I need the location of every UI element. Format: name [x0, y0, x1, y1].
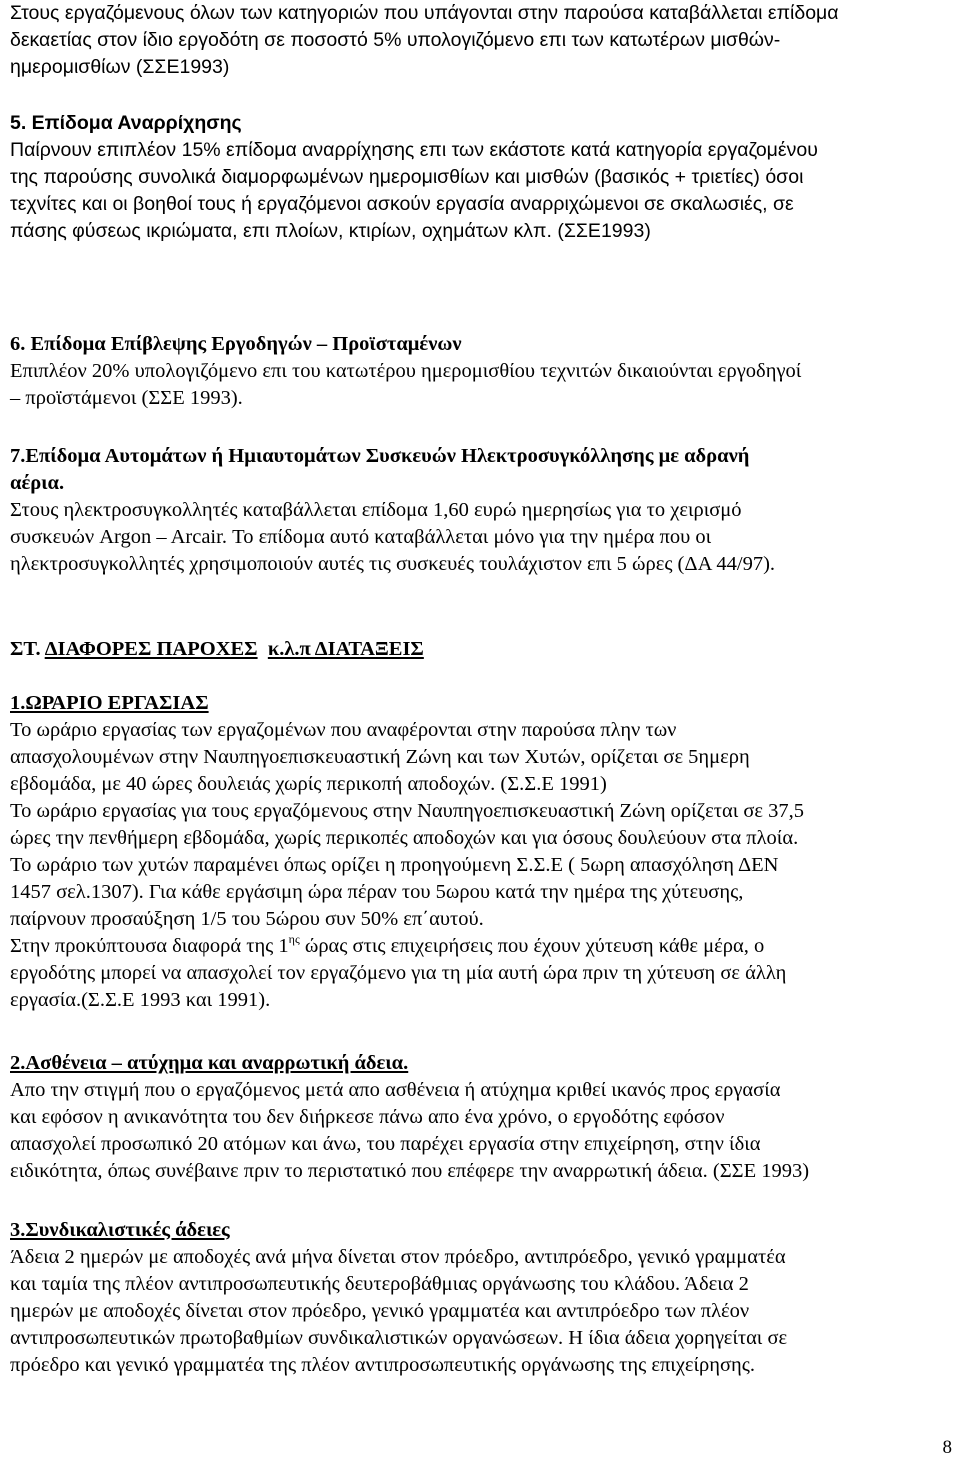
text-line: Το ωράριο εργασίας για τους εργαζόμενους στην Ναυπηγοεπισκευαστική Ζώνη ορίζεται σε 37,5 — [10, 800, 805, 822]
section-heading-cont: αέρια. — [10, 472, 65, 494]
section-heading: 6. Επίδομα Επίβλεψης Εργοδηγών – Προϊσταμένων — [10, 333, 462, 355]
text-line: ηλεκτροσυγκολλητές χρησιμοποιούν αυτές τις συσκευές τουλάχιστον επι 5 ώρες (ΔΑ 44/97). — [10, 553, 776, 575]
text-line: παίρνουν προσαύξηση 1/5 του 5ώρου συν 50% επ΄αυτού. — [10, 908, 484, 930]
text-line: Παίρνουν επιπλέον 15% επίδομα αναρρίχησης επι των εκάστοτε κατά κατηγορία εργαζομένου — [10, 139, 818, 161]
text-line: Επιπλέον 20% υπολογιζόμενο επι του κατωτέρου ημερομισθίου τεχνιτών δικαιούνται εργοδηγοί — [10, 360, 802, 382]
text-line: εργοδότης μπορεί να απασχολεί τον εργαζόμενο για τη μία αυτή ώρα πριν τη χύτευση σε άλλη — [10, 962, 787, 984]
page-number: 8 — [942, 1437, 952, 1458]
text-line: απασχολεί προσωπικό 20 ατόμων και άνω, του παρέχει εργασία στην επιχείρηση, στην ίδια — [10, 1133, 761, 1155]
subsection-1-working-hours — [10, 690, 955, 1014]
text-fragment: Στην προκύπτουσα διαφορά της 1 — [10, 935, 289, 957]
text-line: και εφόσον η ανικανότητα του δεν διήρκεσε πάνω απο ένα χρόνο, ο εργοδότης εφόσον — [10, 1106, 725, 1128]
text-line: Στους εργαζόμενους όλων των κατηγοριών που υπάγονται στην παρούσα καταβάλλεται επίδομα — [10, 2, 839, 24]
text-line: Το ωράριο εργασίας των εργαζομένων που αναφέρονται στην παρούσα πλην των — [10, 719, 677, 741]
subsection-heading: 1.ΩΡΑΡΙΟ ΕΡΓΑΣΙΑΣ — [10, 692, 209, 714]
section-5 — [10, 110, 955, 245]
text-line: αντιπροσωπευτικών πρωτοβαθμίων συνδικαλιστικών οργανώσεων. Η ίδια άδεια χορηγείται σε — [10, 1327, 788, 1349]
superscript: ης — [288, 932, 300, 946]
text-line: Άδεια 2 ημερών με αποδοχές ανά μήνα δίνεται στον πρόεδρο, αντιπρόεδρο, γενικό γραμματέα — [10, 1246, 786, 1268]
text-line: Στους ηλεκτροσυγκολλητές καταβάλλεται επίδομα 1,60 ευρώ ημερησίως για το χειρισμό — [10, 499, 742, 521]
text-line: και ταμία της πλέον αντιπροσωπευτικής δευτεροβάθμιας οργάνωσης του κλάδου. Άδεια 2 — [10, 1273, 749, 1295]
section-heading: 7.Επίδομα Αυτομάτων ή Ημιαυτομάτων Συσκευών Ηλεκτροσυγκόλλησης με αδρανή — [10, 445, 750, 467]
text-line: Το ωράριο των χυτών παραμένει όπως ορίζει η προηγούμενη Σ.Σ.Ε ( 5ωρη απασχόληση ΔΕΝ — [10, 854, 779, 876]
subsection-3-union-leave — [10, 1217, 955, 1379]
section-st-title — [10, 636, 955, 663]
text-line: ημερομισθίων (ΣΣΕ1993) — [10, 56, 230, 78]
text-line: πάσης φύσεως ικριώματα, επι πλοίων, κτιρίων, οχημάτων κλπ. (ΣΣΕ1993) — [10, 220, 651, 242]
text-line: εργασία.(Σ.Σ.Ε 1993 και 1991). — [10, 989, 271, 1011]
text-line — [10, 933, 955, 960]
text-line: της παρούσης συνολικά διαμορφωμένων ημερομισθίων και μισθών (βασικός + τριετίες) όσοι — [10, 166, 804, 188]
section-st-title-part1: ΔΙΑΦΟΡΕΣ ΠΑΡΟΧΕΣ — [44, 638, 258, 660]
section-st-prefix: ΣΤ. — [10, 638, 45, 660]
subsection-heading: 2.Ασθένεια – ατύχημα και αναρρωτική άδεια. — [10, 1052, 409, 1074]
text-fragment: ώρας στις επιχειρήσεις που έχουν χύτευση κάθε μέρα, ο — [299, 935, 765, 957]
subsection-heading: 3.Συνδικαλιστικές άδειες — [10, 1219, 230, 1241]
section-6 — [10, 331, 955, 412]
text-line: απασχολουμένων στην Ναυπηγοεπισκευαστική Ζώνη και των Χυτών, ορίζεται σε 5ημερη — [10, 746, 750, 768]
text-line: συσκευών Argon – Arcair. Το επίδομα αυτό καταβάλλεται μόνο για την ημέρα που οι — [10, 526, 712, 548]
subsection-2-sick-leave — [10, 1050, 955, 1185]
text-line: εβδομάδα, με 40 ώρες δουλειάς χωρίς περικοπή αποδοχών. (Σ.Σ.Ε 1991) — [10, 773, 607, 795]
section-st-title-part2: κ.λ.π ΔΙΑΤΑΞΕΙΣ — [267, 638, 424, 660]
section-st-gap — [258, 638, 268, 660]
text-line: πρόεδρο και γενικό γραμματέα της πλέον αντιπροσωπευτικής οργάνωσης της επιχείρησης. — [10, 1354, 756, 1376]
text-line: ώρες την πενθήμερη εβδομάδα, χωρίς περικοπές αποδοχών και για όσους δουλεύουν στα πλοία. — [10, 827, 799, 849]
text-line: – προϊστάμενοι (ΣΣΕ 1993). — [10, 387, 243, 409]
section-heading: 5. Επίδομα Αναρρίχησης — [10, 112, 242, 134]
text-line: ειδικότητα, όπως συνέβαινε πριν το περιστατικό που επέφερε την αναρρωτική άδεια. (ΣΣΕ 1993) — [10, 1160, 810, 1182]
intro-paragraph — [10, 0, 955, 81]
text-line: δεκαετίας στον ίδιο εργοδότη σε ποσοστό 5% υπολογιζόμενο επι των κατωτέρων μισθών- — [10, 29, 781, 51]
text-line: τεχνίτες και οι βοηθοί τους ή εργαζόμενοι ασκούν εργασία αναρριχώμενοι σε σκαλωσιές, σε — [10, 193, 794, 215]
section-7 — [10, 443, 955, 578]
text-line: ημερών με αποδοχές δίνεται στον πρόεδρο, γενικό γραμματέα και αντιπρόεδρο των πλέον — [10, 1300, 750, 1322]
text-line: Απο την στιγμή που ο εργαζόμενος μετά απο ασθένεια ή ατύχημα κριθεί ικανός προς εργασία — [10, 1079, 781, 1101]
text-line: 1457 σελ.1307). Για κάθε εργάσιμη ώρα πέραν του 5ωρου κατά την ημέρα της χύτευσης, — [10, 881, 744, 903]
